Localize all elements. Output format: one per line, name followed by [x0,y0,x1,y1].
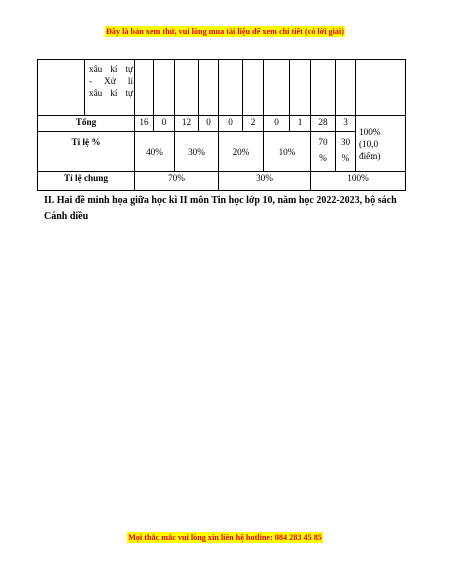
total-score-cell: 100% (10,0 điểm) [356,116,406,172]
ratio-value: 20% [219,132,264,172]
total-value: 0 [199,116,219,132]
total-value: 0 [219,116,243,132]
total-row [38,116,406,132]
total-value: 0 [264,116,290,132]
overall-value: 30% [219,172,311,191]
section-heading: II. Hai đề minh họa giữa học kì II môn Tin học lớp 10, năm học 2022-2023, bộ sách Cánh diều [44,195,397,222]
total-value: 3 [336,116,356,132]
preview-banner [0,27,450,36]
ratio-value: 10% [264,132,311,172]
total-value: 28 [311,116,336,132]
overall-row [38,172,406,191]
ratio-tn-cell: 70 % [311,132,336,172]
total-value: 0 [154,116,175,132]
ratio-tl-cell: 30 % [336,132,356,172]
overall-value: 100% [311,172,406,191]
ratio-row [38,132,406,172]
hotline-footer [0,533,450,542]
hotline-text: Mọi thắc mắc vui lòng xin liên hệ hotline: 084 283 45 85 [128,533,322,542]
total-label: Tổng [38,116,135,132]
overall-value: 70% [135,172,219,191]
total-value: 16 [135,116,154,132]
ratio-value: 40% [135,132,175,172]
preview-banner-text: Đây là bản xem thử, vui lòng mua tài liệu để xem chi tiết (có lời giải) [105,27,344,36]
matrix-table [37,59,406,191]
overall-label: Tỉ lệ chung [38,172,135,191]
ratio-value: 30% [175,132,219,172]
content-description-cell: xâu kí tự - Xử lí xâu kí tự [85,60,135,116]
content-row [38,60,406,116]
total-value: 2 [243,116,264,132]
total-value: 12 [175,116,199,132]
total-value: 1 [290,116,311,132]
ratio-label: Tỉ lệ % [38,132,135,172]
